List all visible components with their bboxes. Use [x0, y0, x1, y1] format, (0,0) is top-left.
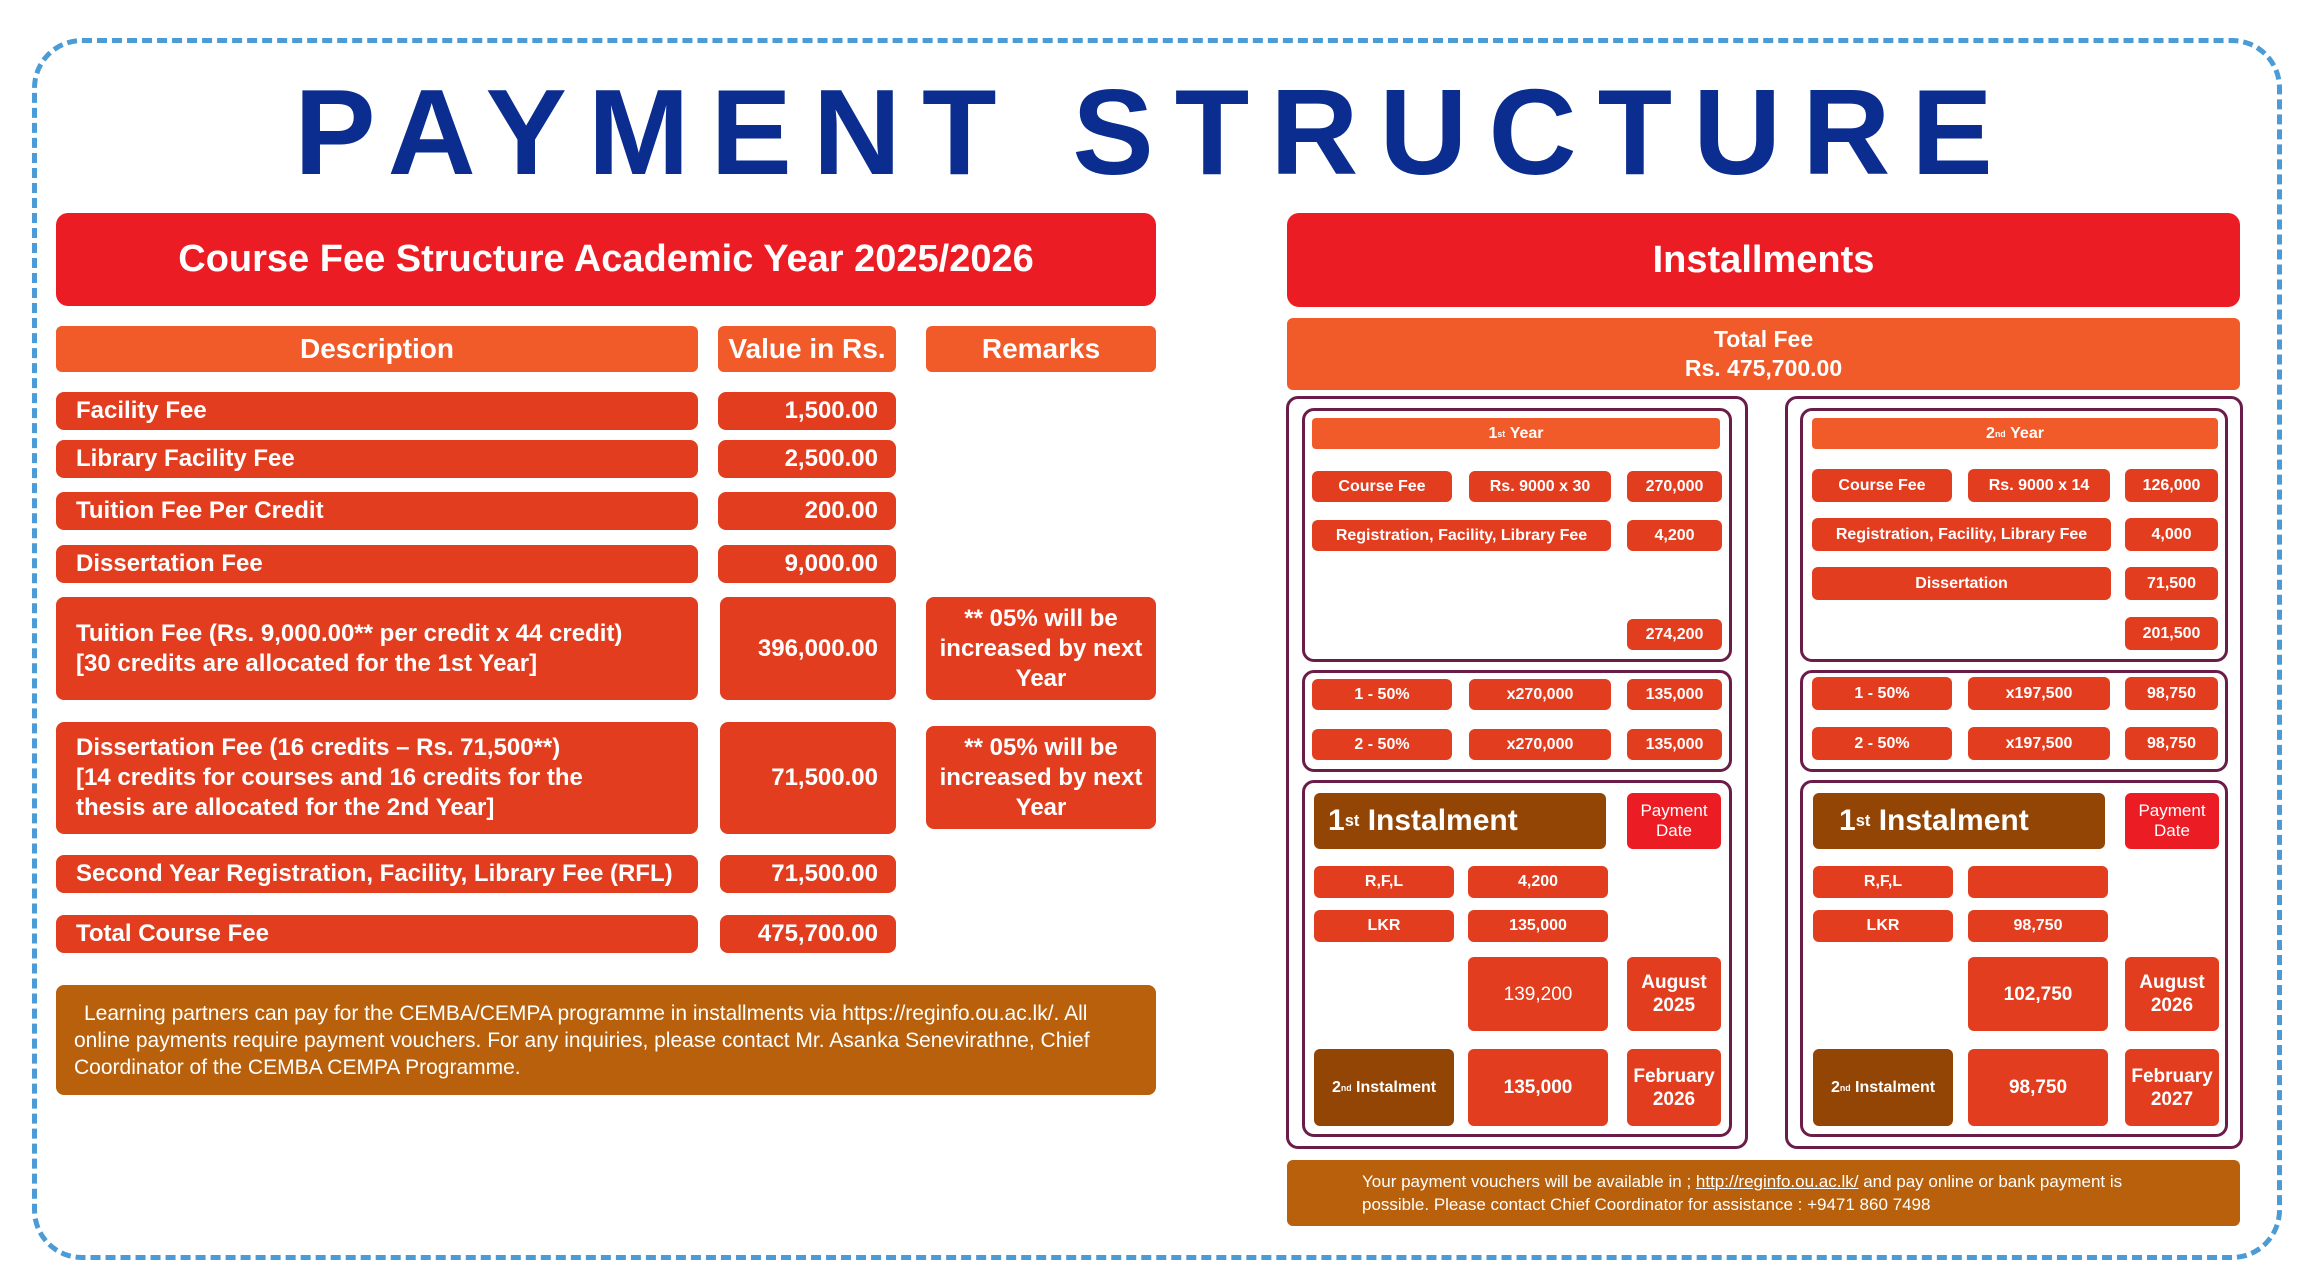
- split-label: 1 - 50%: [1312, 679, 1452, 710]
- course-fee-total: 126,000: [2125, 469, 2218, 502]
- fee-row-value: 2,500.00: [718, 440, 896, 478]
- year-2-subtotal: 201,500: [2125, 617, 2218, 650]
- description-line: thesis are allocated for the 2nd Year]: [76, 794, 495, 821]
- rfl-label: R,F,L: [1813, 866, 1953, 898]
- second-instalment-value: 135,000: [1468, 1049, 1608, 1126]
- first-instalment-date: August 2025: [1627, 957, 1721, 1031]
- split-calc: x270,000: [1469, 729, 1611, 760]
- registration-fee-label: Registration, Facility, Library Fee: [1312, 520, 1611, 551]
- split-label: 2 - 50%: [1312, 729, 1452, 760]
- rfl-value: [1968, 866, 2108, 898]
- voucher-note-line-1: [1362, 1170, 2240, 1193]
- instalment-number: 2: [1830, 1078, 1840, 1096]
- split-label: 1 - 50%: [1812, 677, 1952, 710]
- installment-note: Learning partners can pay for the CEMBA/CEMPA programme in installments via https://reginfo.ou.ac.lk/. All online payments require payment vouchers. For any inquiries, please contact Mr. Asanka Senevirathne, Chief Coordinator of the CEMBA CEMPA Programme.: [56, 985, 1156, 1095]
- installments-heading: Installments: [1287, 213, 2240, 307]
- fee-row-description: Tuition Fee Per Credit: [56, 492, 698, 530]
- payment-date-label: Payment Date: [1627, 793, 1721, 849]
- description-line: [30 credits are allocated for the 1st Year]: [76, 649, 538, 677]
- payment-voucher-note: [1287, 1160, 2240, 1226]
- page-title: PAYMENT STRUCTURE: [294, 64, 2014, 200]
- dissertation-value: 71,500: [2125, 567, 2218, 600]
- fee-row-value: 1,500.00: [718, 392, 896, 430]
- total-course-fee-value: 475,700.00: [720, 915, 896, 953]
- year-ordinal: 2: [1986, 424, 1995, 442]
- voucher-note-text: and pay online or bank payment is: [1863, 1172, 2123, 1191]
- voucher-note-text: Your payment vouchers will be available in ;: [1362, 1172, 1692, 1191]
- second-instalment-value: 98,750: [1968, 1049, 2108, 1126]
- fee-row-description: Dissertation Fee: [56, 545, 698, 583]
- fee-row-description: Facility Fee: [56, 392, 698, 430]
- col-header-remarks: Remarks: [926, 326, 1156, 372]
- lkr-value: 135,000: [1468, 910, 1608, 942]
- second-instalment-date: February 2027: [2125, 1049, 2219, 1126]
- total-course-fee-label: Total Course Fee: [56, 915, 698, 953]
- split-calc: x197,500: [1968, 677, 2110, 710]
- registration-fee-value: 4,000: [2125, 518, 2218, 551]
- fee-row-description: [56, 597, 698, 700]
- description-line: Tuition Fee (Rs. 9,000.00** per credit x 44 credit): [76, 619, 623, 647]
- rfl-value: 4,200: [1468, 866, 1608, 898]
- split-value: 135,000: [1627, 679, 1722, 710]
- fee-row-value: 71,500.00: [720, 722, 896, 834]
- course-fee-calc: Rs. 9000 x 14: [1968, 469, 2110, 502]
- first-instalment-total: 139,200: [1468, 957, 1608, 1031]
- course-fee-label: Course Fee: [1312, 471, 1452, 502]
- lkr-label: LKR: [1314, 910, 1454, 942]
- instalment-word: Instalment: [1855, 1078, 1936, 1096]
- first-instalment-title: 1 st Instalment: [1813, 793, 2105, 849]
- fee-row-value: 71,500.00: [720, 855, 896, 893]
- description-line: [14 credits for courses and 16 credits for the: [76, 764, 583, 791]
- reginfo-link[interactable]: http://reginfo.ou.ac.lk/: [1695, 1172, 1859, 1191]
- split-calc: x197,500: [1968, 727, 2110, 760]
- fee-row-description: Library Facility Fee: [56, 440, 698, 478]
- registration-fee-value: 4,200: [1627, 520, 1722, 551]
- year-2-header: 2 nd Year: [1812, 418, 2218, 449]
- first-instalment-total: 102,750: [1968, 957, 2108, 1031]
- description-line: Dissertation Fee (16 credits – Rs. 71,500**): [76, 734, 561, 761]
- split-value: 98,750: [2125, 677, 2218, 710]
- fee-row-value: 9,000.00: [718, 545, 896, 583]
- payment-date-label: Payment Date: [2125, 793, 2219, 849]
- instalment-word: Instalment: [1356, 1078, 1437, 1096]
- dissertation-label: Dissertation: [1812, 567, 2111, 600]
- registration-fee-label: Registration, Facility, Library Fee: [1812, 518, 2111, 551]
- fee-row-remark: ** 05% will be increased by next Year: [926, 597, 1156, 700]
- second-instalment-date: February 2026: [1627, 1049, 1721, 1126]
- rfl-label: R,F,L: [1314, 866, 1454, 898]
- year-label: Year: [2010, 424, 2044, 442]
- instalment-word: Instalment: [1878, 804, 2029, 837]
- course-fee-calc: Rs. 9000 x 30: [1469, 471, 1611, 502]
- second-instalment-title: 2 nd Instalment: [1813, 1049, 1953, 1126]
- total-fee-value: Rs. 475,700.00: [1684, 355, 1843, 381]
- total-fee-box: [1287, 318, 2240, 390]
- year-label: Year: [1509, 424, 1544, 442]
- course-fee-label: Course Fee: [1812, 469, 1952, 502]
- split-value: 98,750: [2125, 727, 2218, 760]
- instalment-number: 2: [1331, 1078, 1341, 1096]
- year-1-subtotal: 274,200: [1627, 619, 1722, 650]
- year-ordinal: 1: [1488, 424, 1498, 442]
- fee-row-value: 200.00: [718, 492, 896, 530]
- fee-row-value: 396,000.00: [720, 597, 896, 700]
- second-instalment-title: 2 nd Instalment: [1314, 1049, 1454, 1126]
- total-fee-label: Total Fee: [1713, 326, 1814, 352]
- lkr-label: LKR: [1813, 910, 1953, 942]
- col-header-value: Value in Rs.: [718, 326, 896, 372]
- split-label: 2 - 50%: [1812, 727, 1952, 760]
- first-instalment-date: August 2026: [2125, 957, 2219, 1031]
- split-calc: x270,000: [1469, 679, 1611, 710]
- voucher-note-line-2: possible. Please contact Chief Coordinator for assistance : +9471 860 7498: [1362, 1195, 1931, 1214]
- lkr-value: 98,750: [1968, 910, 2108, 942]
- course-fee-total: 270,000: [1627, 471, 1722, 502]
- col-header-description: Description: [56, 326, 698, 372]
- fee-row-description: Second Year Registration, Facility, Library Fee (RFL): [56, 855, 698, 893]
- instalment-number: 1: [1839, 804, 1856, 837]
- fee-row-remark: ** 05% will be increased by next Year: [926, 726, 1156, 829]
- year-1-header: 1 st Year: [1312, 418, 1720, 449]
- course-fee-heading: Course Fee Structure Academic Year 2025/2026: [56, 213, 1156, 306]
- instalment-number: 1: [1328, 804, 1345, 837]
- fee-row-description: [56, 722, 698, 834]
- instalment-word: Instalment: [1367, 804, 1518, 837]
- split-value: 135,000: [1627, 729, 1722, 760]
- first-instalment-title: 1 st Instalment: [1314, 793, 1606, 849]
